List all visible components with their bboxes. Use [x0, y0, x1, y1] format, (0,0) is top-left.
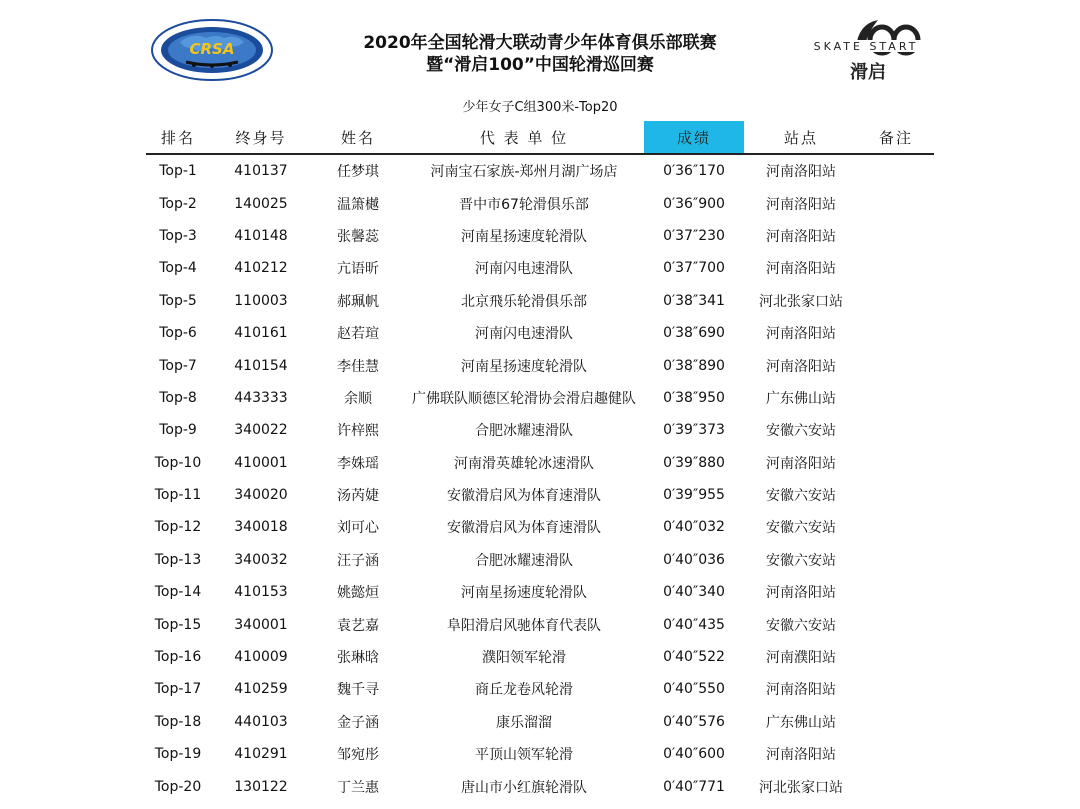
cell-name: 刘可心 — [337, 520, 379, 537]
cell-unit: 河南闪电速滑队 — [475, 326, 573, 343]
cell-name: 姚懿烜 — [337, 585, 379, 602]
cell-note — [858, 770, 934, 802]
cell-note — [858, 479, 934, 511]
skate-start-logo-text: SKATE START — [813, 40, 919, 53]
cell-rank: Top-8 — [159, 389, 197, 406]
cell-rank: Top-1 — [159, 163, 197, 180]
table-row — [146, 154, 934, 187]
cell-rank: Top-7 — [159, 357, 197, 374]
cell-unit: 合肥冰耀速滑队 — [475, 423, 573, 440]
cell-name: 亢语昕 — [337, 261, 379, 278]
results-table — [146, 121, 934, 803]
cell-id: 410259 — [234, 681, 288, 698]
table-row — [146, 673, 934, 705]
col-id-header: 终身号 — [210, 121, 312, 154]
cell-rank: Top-12 — [154, 519, 202, 536]
cell-note — [858, 447, 934, 479]
cell-station: 安徽六安站 — [766, 617, 836, 634]
table-row — [146, 252, 934, 284]
cell-time: 0′36″170 — [663, 163, 725, 180]
cell-station: 河南洛阳站 — [766, 228, 836, 245]
crsa-logo — [150, 18, 274, 82]
cell-note — [858, 511, 934, 543]
cell-rank: Top-2 — [159, 195, 197, 212]
col-station-header: 站点 — [744, 121, 858, 154]
table-row — [146, 382, 934, 414]
cell-id: 443333 — [234, 389, 288, 406]
cell-time: 0′38″690 — [663, 325, 725, 342]
cell-unit: 河南星扬速度轮滑队 — [461, 228, 587, 245]
cell-station: 河南洛阳站 — [766, 326, 836, 343]
cell-name: 金子涵 — [337, 714, 379, 731]
cell-rank: Top-3 — [159, 227, 197, 244]
cell-rank: Top-9 — [159, 422, 197, 439]
cell-time: 0′40″522 — [663, 649, 725, 666]
cell-time: 0′40″600 — [663, 746, 725, 763]
cell-station: 广东佛山站 — [766, 390, 836, 407]
cell-rank: Top-4 — [159, 260, 197, 277]
cell-time: 0′38″890 — [663, 357, 725, 374]
cell-time: 0′40″435 — [663, 616, 725, 633]
cell-name: 汪子涵 — [337, 552, 379, 569]
cell-unit: 晋中市67轮滑俱乐部 — [459, 196, 589, 213]
cell-id: 410291 — [234, 746, 288, 763]
cell-station: 河南洛阳站 — [766, 261, 836, 278]
cell-id: 410148 — [234, 227, 288, 244]
cell-unit: 合肥冰耀速滑队 — [475, 552, 573, 569]
cell-id: 340001 — [234, 616, 288, 633]
cell-rank: Top-5 — [159, 292, 197, 309]
cell-unit: 平顶山领军轮滑 — [475, 747, 573, 764]
cell-name: 张馨蕊 — [337, 228, 379, 245]
cell-note — [858, 252, 934, 284]
cell-name: 邹宛彤 — [337, 747, 379, 764]
title-block — [290, 32, 790, 76]
col-note-header: 备注 — [858, 121, 934, 154]
cell-station: 安徽六安站 — [766, 552, 836, 569]
cell-name: 余顺 — [344, 390, 372, 407]
table-header-row — [146, 121, 934, 154]
table-row — [146, 770, 934, 802]
table-row — [146, 706, 934, 738]
cell-rank: Top-13 — [154, 551, 202, 568]
cell-rank: Top-19 — [154, 746, 202, 763]
cell-id: 410161 — [234, 325, 288, 342]
table-row — [146, 641, 934, 673]
cell-time: 0′37″230 — [663, 227, 725, 244]
cell-name: 郝珮帆 — [337, 293, 379, 310]
cell-station: 河南洛阳站 — [766, 682, 836, 699]
table-row — [146, 738, 934, 770]
cell-name: 张琳晗 — [337, 650, 379, 667]
cell-note — [858, 673, 934, 705]
col-rank-header: 排名 — [146, 121, 210, 154]
skate-start-logo — [798, 18, 934, 86]
cell-rank: Top-14 — [154, 584, 202, 601]
table-row — [146, 285, 934, 317]
cell-time: 0′40″576 — [663, 713, 725, 730]
cell-time: 0′39″880 — [663, 454, 725, 471]
cell-station: 河南洛阳站 — [766, 164, 836, 181]
cell-note — [858, 414, 934, 446]
cell-unit: 北京飛乐轮滑俱乐部 — [461, 293, 587, 310]
cell-id: 410154 — [234, 357, 288, 374]
cell-id: 440103 — [234, 713, 288, 730]
cell-unit: 康乐溜溜 — [496, 714, 552, 731]
cell-rank: Top-15 — [154, 616, 202, 633]
cell-note — [858, 317, 934, 349]
cell-id: 410212 — [234, 260, 288, 277]
cell-name: 李姝瑶 — [337, 455, 379, 472]
results-table-body — [146, 154, 934, 803]
cell-name: 李佳慧 — [337, 358, 379, 375]
cell-note — [858, 706, 934, 738]
cell-id: 410009 — [234, 649, 288, 666]
cell-note — [858, 382, 934, 414]
cell-rank: Top-18 — [154, 713, 202, 730]
cell-note — [858, 220, 934, 252]
cell-station: 河南洛阳站 — [766, 747, 836, 764]
cell-unit: 安徽滑启风为体育速滑队 — [447, 488, 601, 505]
cell-id: 130122 — [234, 778, 288, 795]
cell-station: 广东佛山站 — [766, 714, 836, 731]
cell-id: 340018 — [234, 519, 288, 536]
table-row — [146, 317, 934, 349]
cell-note — [858, 187, 934, 219]
cell-unit: 河南闪电速滑队 — [475, 261, 573, 278]
cell-unit: 河南滑英雄轮冰速滑队 — [454, 455, 594, 472]
cell-time: 0′40″036 — [663, 551, 725, 568]
cell-time: 0′38″950 — [663, 389, 725, 406]
cell-time: 0′37″700 — [663, 260, 725, 277]
cell-name: 丁兰惠 — [337, 779, 379, 796]
cell-id: 340032 — [234, 551, 288, 568]
title-line-2: 暨“滑启100”中国轮滑巡回赛 — [426, 55, 654, 75]
table-row — [146, 447, 934, 479]
cell-unit: 濮阳领军轮滑 — [482, 650, 566, 667]
cell-note — [858, 349, 934, 381]
cell-time: 0′40″032 — [663, 519, 725, 536]
cell-id: 340020 — [234, 487, 288, 504]
cell-name: 汤芮婕 — [337, 488, 379, 505]
table-row — [146, 544, 934, 576]
cell-station: 河南洛阳站 — [766, 196, 836, 213]
cell-time: 0′40″771 — [663, 778, 725, 795]
cell-id: 140025 — [234, 195, 288, 212]
cell-note — [858, 285, 934, 317]
table-row — [146, 511, 934, 543]
table-row — [146, 414, 934, 446]
cell-time: 0′39″373 — [663, 422, 725, 439]
cell-rank: Top-11 — [154, 487, 202, 504]
cell-time: 0′36″900 — [663, 195, 725, 212]
event-subtitle: 少年女子C组300米-Top20 — [462, 100, 618, 115]
cell-note — [858, 154, 934, 187]
cell-unit: 商丘龙卷风轮滑 — [475, 682, 573, 699]
cell-station: 河北张家口站 — [759, 779, 843, 796]
cell-time: 0′40″550 — [663, 681, 725, 698]
cell-name: 赵若瑄 — [337, 326, 379, 343]
cell-id: 410137 — [234, 163, 288, 180]
table-row — [146, 576, 934, 608]
cell-time: 0′40″340 — [663, 584, 725, 601]
cell-station: 安徽六安站 — [766, 423, 836, 440]
col-name-header: 姓名 — [312, 121, 404, 154]
cell-unit: 广佛联队顺德区轮滑协会滑启趣健队 — [412, 390, 636, 407]
cell-note — [858, 576, 934, 608]
cell-unit: 河南星扬速度轮滑队 — [461, 358, 587, 375]
table-row — [146, 187, 934, 219]
skate-start-logo-cn: 滑启 — [850, 62, 886, 83]
cell-unit: 安徽滑启风为体育速滑队 — [447, 520, 601, 537]
title-line-1: 2020年全国轮滑大联动青少年体育俱乐部联赛 — [363, 33, 717, 53]
cell-unit: 河南星扬速度轮滑队 — [461, 585, 587, 602]
col-unit-header: 代 表 单 位 — [404, 121, 644, 154]
cell-name: 魏千寻 — [337, 682, 379, 699]
cell-rank: Top-20 — [154, 778, 202, 795]
cell-time: 0′38″341 — [663, 292, 725, 309]
cell-id: 340022 — [234, 422, 288, 439]
cell-rank: Top-17 — [154, 681, 202, 698]
cell-station: 河南洛阳站 — [766, 358, 836, 375]
cell-id: 110003 — [234, 292, 288, 309]
table-row — [146, 220, 934, 252]
cell-unit: 唐山市小红旗轮滑队 — [461, 779, 587, 796]
cell-id: 410153 — [234, 584, 288, 601]
cell-unit: 河南宝石家族-郑州月湖广场店 — [430, 164, 618, 181]
cell-rank: Top-16 — [154, 649, 202, 666]
col-time-header: 成绩 — [644, 121, 744, 154]
cell-time: 0′39″955 — [663, 487, 725, 504]
cell-station: 河北张家口站 — [759, 293, 843, 310]
cell-id: 410001 — [234, 454, 288, 471]
crsa-logo-text: CRSA — [189, 40, 235, 58]
cell-station: 河南濮阳站 — [766, 650, 836, 667]
cell-note — [858, 641, 934, 673]
cell-note — [858, 608, 934, 640]
cell-rank: Top-10 — [154, 454, 202, 471]
cell-station: 河南洛阳站 — [766, 455, 836, 472]
table-row — [146, 479, 934, 511]
cell-name: 任梦琪 — [337, 164, 379, 181]
table-row — [146, 608, 934, 640]
cell-station: 安徽六安站 — [766, 488, 836, 505]
cell-name: 温箫樾 — [337, 196, 379, 213]
cell-unit: 阜阳滑启风驰体育代表队 — [447, 617, 601, 634]
cell-note — [858, 544, 934, 576]
cell-station: 安徽六安站 — [766, 520, 836, 537]
cell-rank: Top-6 — [159, 325, 197, 342]
table-row — [146, 349, 934, 381]
cell-station: 河南洛阳站 — [766, 585, 836, 602]
cell-name: 许梓熙 — [337, 423, 379, 440]
cell-note — [858, 738, 934, 770]
cell-name: 袁艺嘉 — [337, 617, 379, 634]
